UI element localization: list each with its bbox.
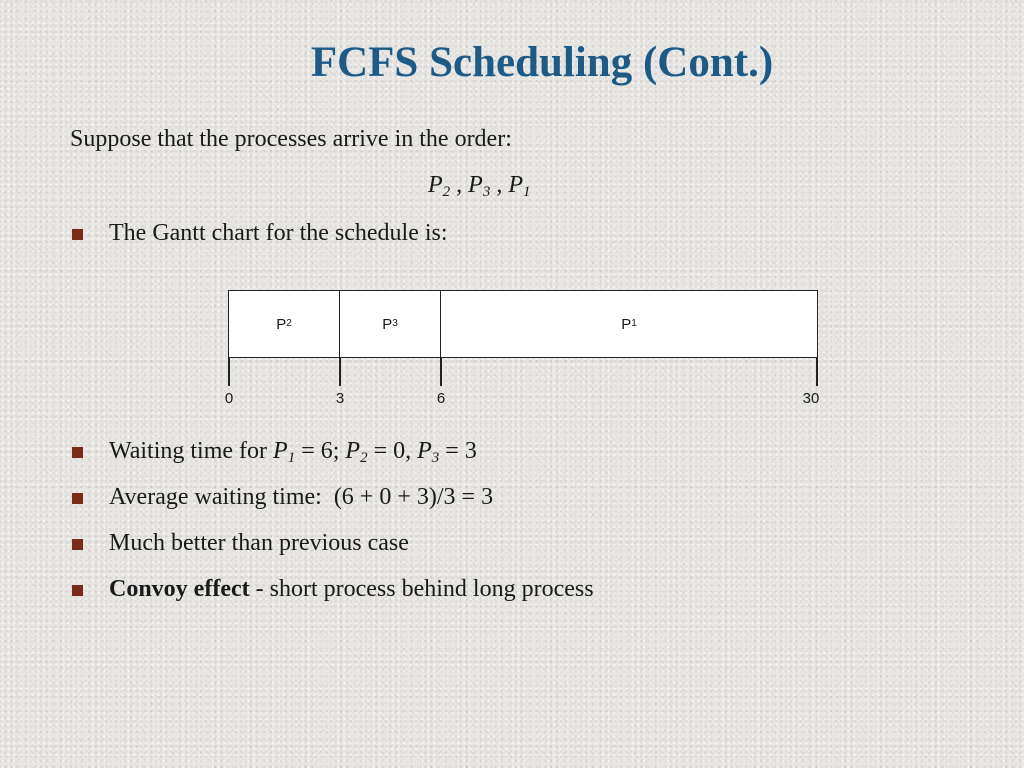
gantt-tick-0 [228, 358, 230, 386]
gantt-tick-label-3: 3 [335, 390, 345, 407]
gantt-tick-label-0: 0 [224, 390, 234, 407]
gantt-segment-p3: P 3 [340, 291, 441, 357]
gantt-tick-label-6: 6 [436, 390, 446, 407]
gantt-segment-p1: P 1 [621, 315, 637, 333]
gantt-segment-p2: P 2 [229, 291, 340, 357]
bullet-text: Waiting time for $P_1 = 6$; $P_2 = 0$, $P_3 = 3$ [109, 438, 477, 466]
square-bullet-icon [72, 447, 83, 458]
square-bullet-icon [72, 229, 83, 240]
gantt-chart [228, 290, 818, 358]
gantt-tick-3 [339, 358, 341, 386]
order-p3: $P_3$ [468, 172, 491, 200]
square-bullet-icon [72, 539, 83, 550]
gantt-tick-6 [440, 358, 442, 386]
gantt-tick-label-30: 30 [802, 390, 820, 407]
bullet-text: Convoy effect - short process behind long process [109, 576, 594, 602]
slide-title: FCFS Scheduling (Cont.) [310, 39, 774, 86]
intro-text: Suppose that the processes arrive in the order: [70, 126, 512, 152]
square-bullet-icon [72, 493, 83, 504]
bullet-text: Much better than previous case [109, 530, 409, 556]
order-p1: $P_1$ [508, 172, 531, 200]
square-bullet-icon [72, 585, 83, 596]
arrival-order: $P_2$ , $P_3$ , $P_1$ [428, 172, 531, 200]
bullet-text: Average waiting time: (6 + 0 + 3)/3 = 3 [109, 484, 494, 510]
bullet-text: The Gantt chart for the schedule is: [109, 220, 448, 246]
gantt-tick-30 [816, 358, 818, 386]
order-p2: $P_2$ [428, 172, 451, 200]
